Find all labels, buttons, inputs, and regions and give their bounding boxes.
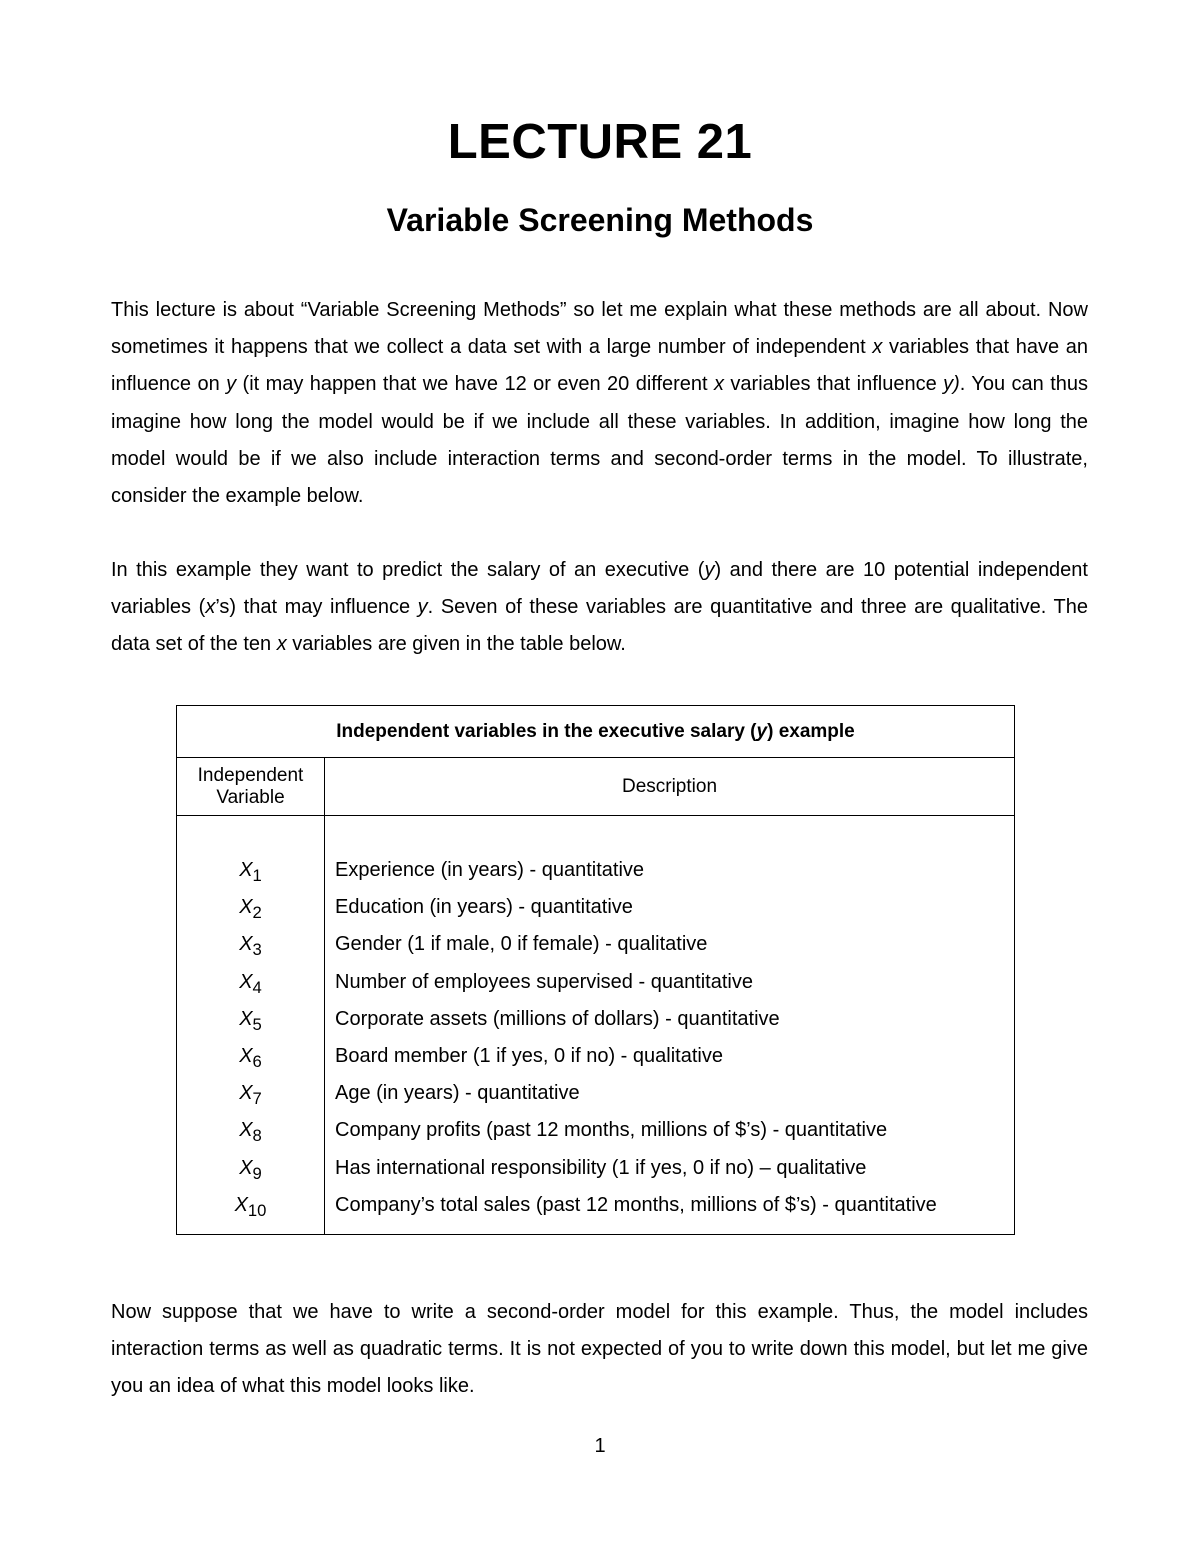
- table-row-description: Board member (1 if yes, 0 if no) - qualitative: [335, 1044, 723, 1067]
- variables-table: [176, 705, 1015, 1235]
- variable-subscript: 5: [252, 1014, 262, 1034]
- table-caption-row: [177, 706, 1015, 758]
- variable-symbol: X: [239, 1007, 253, 1030]
- description-column: [325, 816, 1015, 1235]
- table-row-variable: [177, 964, 324, 1001]
- variable-subscript: 1: [252, 866, 262, 885]
- variable-symbol: X: [239, 896, 253, 919]
- variable-symbol: X: [239, 1119, 253, 1142]
- variable-symbol: X: [239, 933, 253, 956]
- table-header-row: [177, 758, 1015, 816]
- table-row-variable: [177, 1075, 324, 1112]
- variable-subscript: 9: [252, 1163, 262, 1183]
- variable-subscript: 3: [252, 940, 262, 960]
- table-row-description: Experience (in years) - quantitative: [335, 859, 645, 881]
- variable-symbol: X: [239, 859, 253, 881]
- table-row-description: Age (in years) - quantitative: [335, 1082, 580, 1105]
- table-caption: Independent variables in the executive salary (y) example: [177, 706, 1015, 758]
- variable-subscript: 7: [252, 1089, 262, 1109]
- page-number: 1: [594, 1435, 606, 1457]
- variable-subscript: 10: [247, 1200, 267, 1220]
- variable-symbol: X: [234, 1193, 248, 1216]
- variable-subscript: 6: [252, 1051, 262, 1071]
- table-row-variable: [177, 1150, 324, 1187]
- lecture-title: LECTURE 21: [447, 115, 753, 169]
- variable-subscript: 2: [252, 903, 262, 923]
- lecture-subtitle: Variable Screening Methods: [386, 202, 814, 238]
- table-row-description: Gender (1 if male, 0 if female) - qualitative: [335, 933, 708, 956]
- table-row-variable: [177, 1112, 324, 1149]
- variable-subscript: 8: [252, 1126, 262, 1146]
- variable-symbol: X: [239, 1044, 253, 1067]
- table-row-variable: [177, 852, 324, 889]
- variable-subscript: 4: [252, 977, 262, 997]
- table-row-variable: [177, 926, 324, 963]
- table-row-variable: [177, 1038, 324, 1075]
- table-row-description: Has international responsibility (1 if yes, 0 if no) – qualitative: [335, 1156, 867, 1179]
- variable-column: [177, 816, 325, 1235]
- table-row-description: Company profits (past 12 months, millions of $’s) - quantitative: [335, 1119, 888, 1142]
- table-row-description: Number of employees supervised - quantitative: [335, 970, 753, 993]
- header-description: Description: [325, 758, 1015, 816]
- second-order-paragraph: Now suppose that we have to write a second-order model for this example. Thus, the model includes interaction terms as well as quadratic terms. It is not expected of you to write down this model, but let me give you an idea of what this model looks like.: [111, 1301, 1088, 1398]
- table-row-description: Education (in years) - quantitative: [335, 896, 633, 919]
- intro-paragraph: This lecture is about “Variable Screening Methods” so let me explain what these methods are all about. Now sometimes it happens that we collect a data set with a large number of independent x variables that have an influence on y (it may happen that we have 12 or even 20 different x variables that influence y). You can thus imagine how long the model would be if we include all these variables. In addition, imagine how long the model would be if we also include interaction terms and second-order terms in the model. To illustrate, consider the example below.: [111, 299, 1089, 508]
- table-row-variable: [177, 889, 324, 926]
- table-row-description: Corporate assets (millions of dollars) - quantitative: [335, 1007, 780, 1030]
- header-independent-variable: Independent Variable: [177, 758, 325, 816]
- table-row-variable: [177, 1187, 324, 1224]
- table-body-row: [177, 816, 1015, 1235]
- example-paragraph: In this example they want to predict the salary of an executive (y) and there are 10 potential independent variables (x’s) that may influence y. Seven of these variables are quantitative and three are qualitative. The data set of the ten x variables are given in the table below.: [111, 559, 1088, 656]
- table-row-description: Company’s total sales (past 12 months, millions of $’s) - quantitative: [335, 1193, 937, 1216]
- variable-symbol: X: [239, 1156, 253, 1179]
- table-row-variable: [177, 1001, 324, 1038]
- variable-symbol: X: [239, 970, 253, 993]
- variable-symbol: X: [239, 1082, 253, 1105]
